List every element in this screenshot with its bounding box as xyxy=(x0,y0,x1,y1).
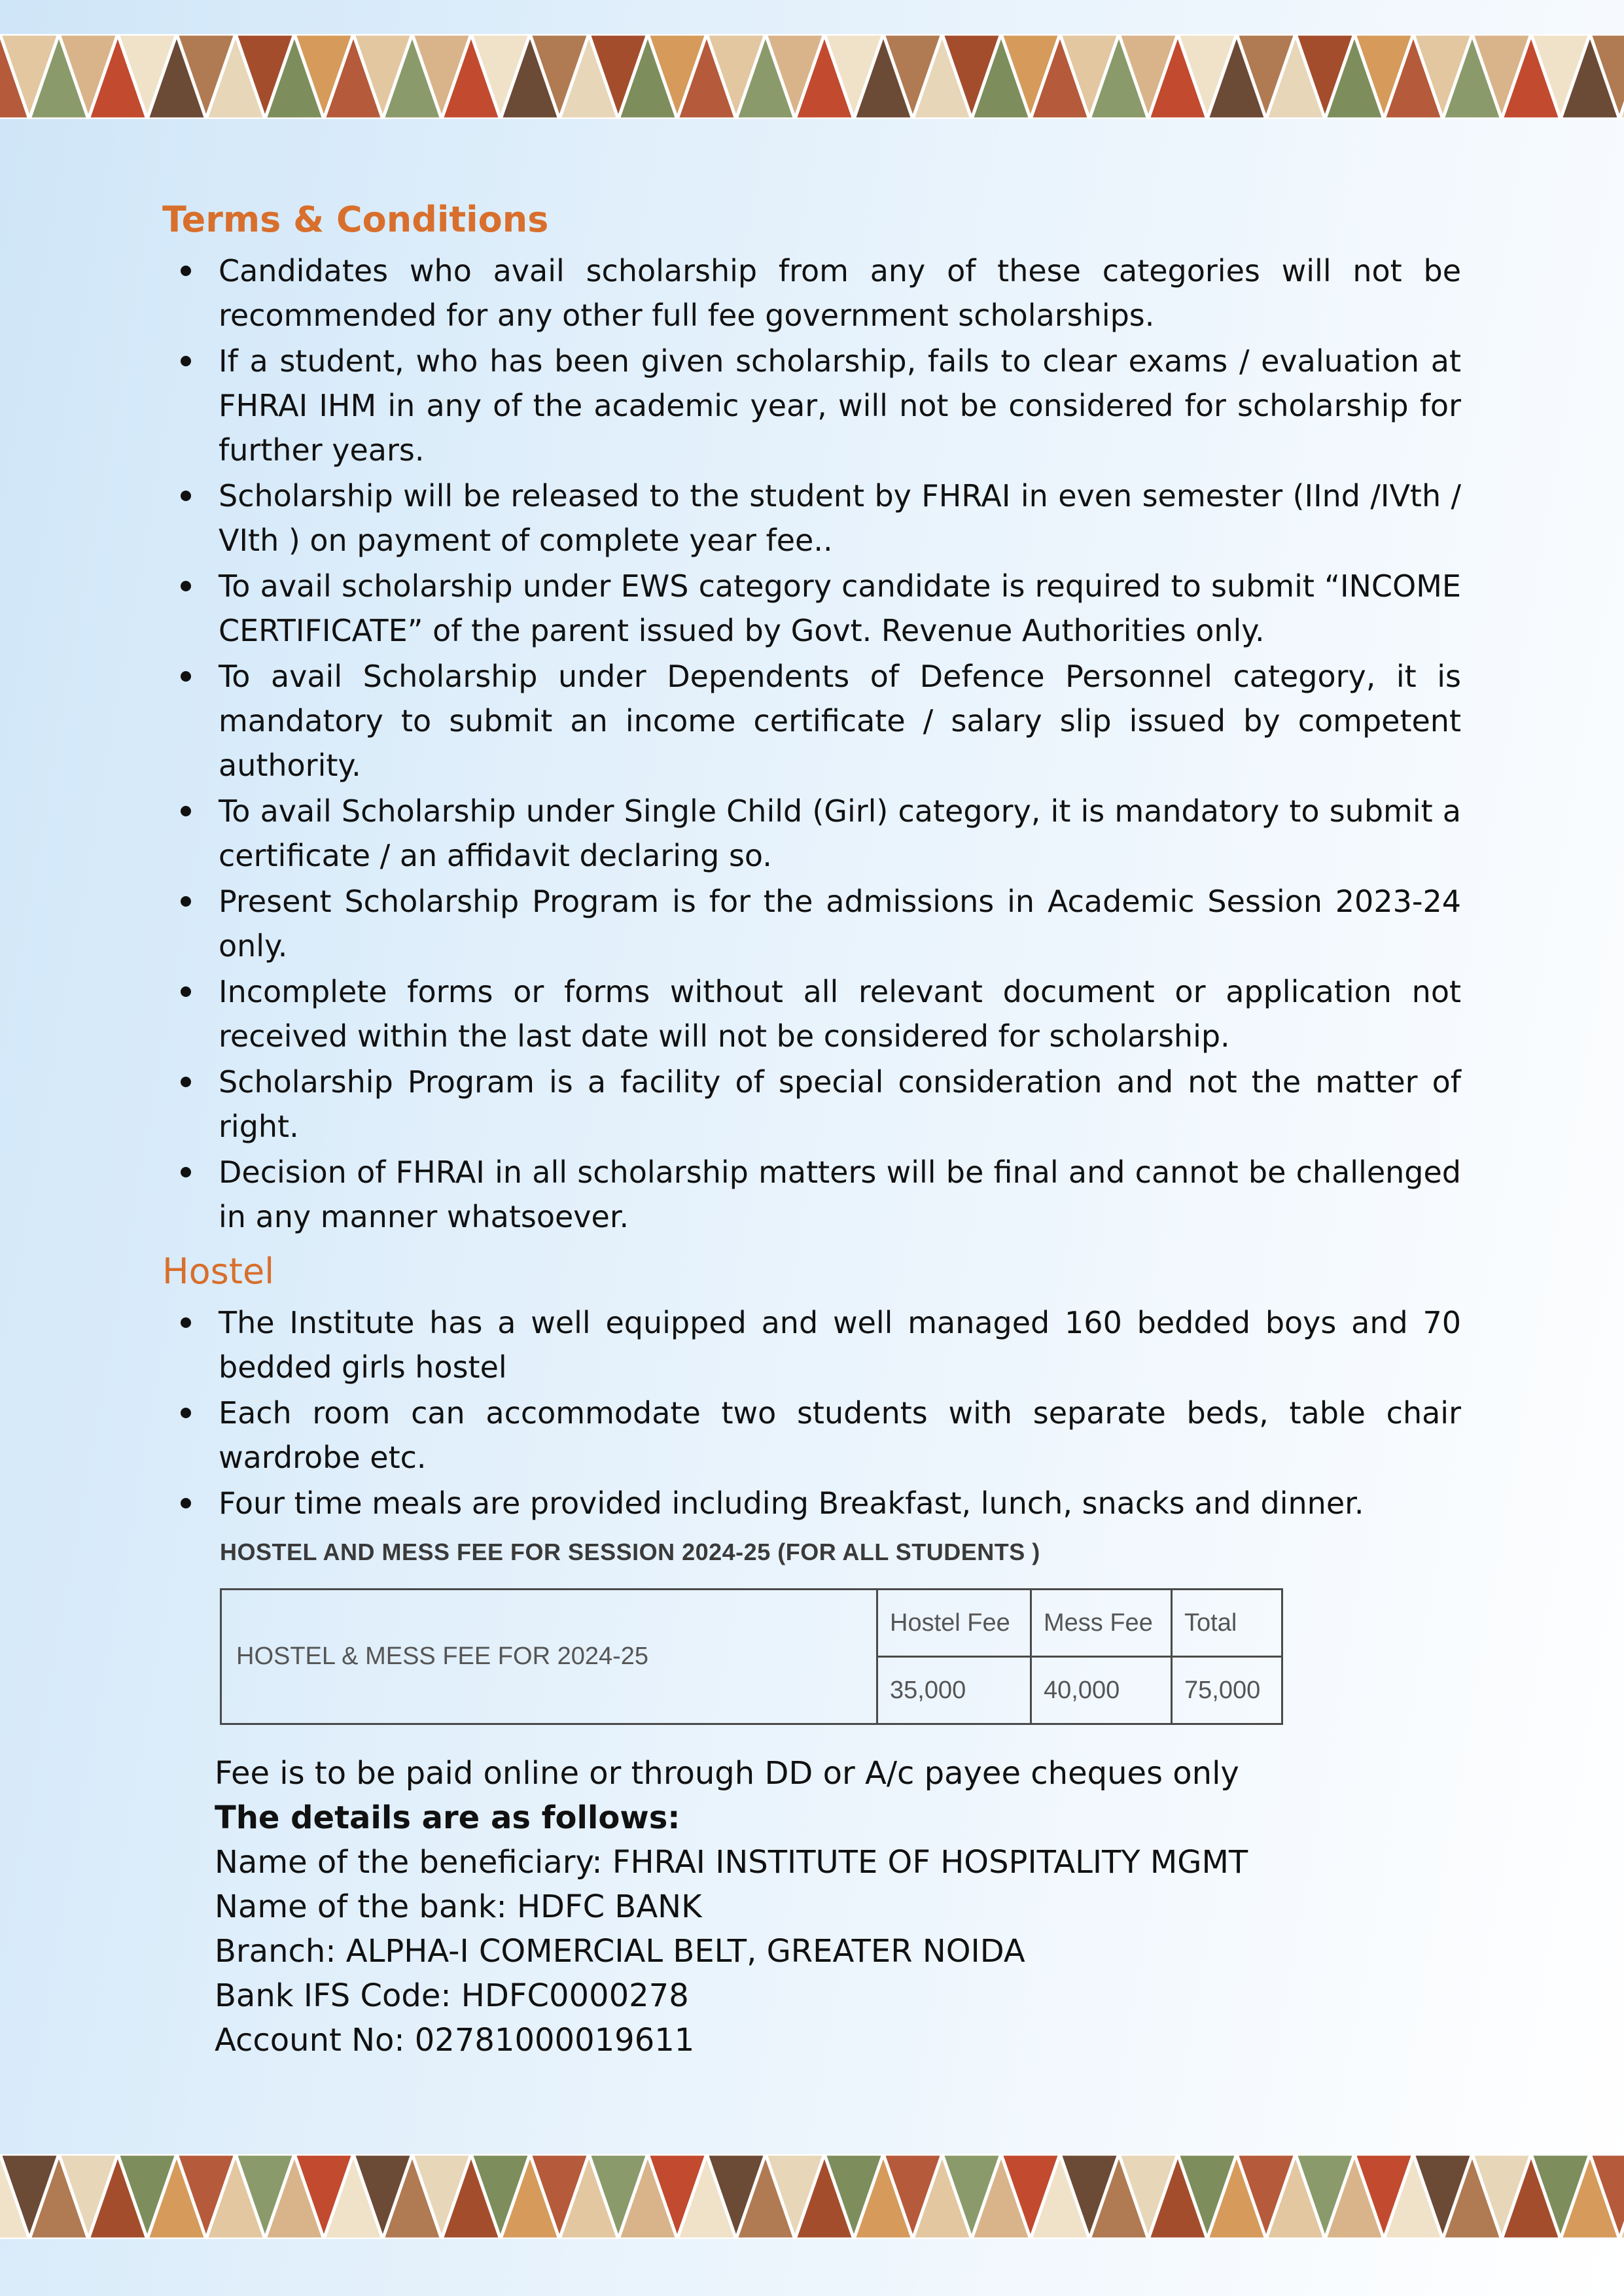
ifsc-code: Bank IFS Code: HDFC0000278 xyxy=(215,1977,689,2014)
account-number: Account No: 02781000019611 xyxy=(215,2022,695,2059)
hostel-heading: Hostel xyxy=(162,1251,275,1292)
hostel-list xyxy=(162,1300,1461,1525)
page-content xyxy=(162,196,1461,2062)
details-heading: The details are as follows: xyxy=(215,1800,680,1836)
value-hostel-fee: 35,000 xyxy=(877,1657,1031,1724)
list-item: Incomplete forms or forms without all relevant document or application not received within the last date will not be considered for scholarship. xyxy=(162,969,1461,1058)
list-item: To avail Scholarship under Dependents of Defence Personnel category, it is mandatory to submit an income certificate / salary slip issued by competent authority. xyxy=(162,654,1461,788)
list-item: Scholarship Program is a facility of special consideration and not the matter of right. xyxy=(162,1060,1461,1149)
bank-branch: Branch: ALPHA-I COMERCIAL BELT, GREATER NOIDA xyxy=(215,1933,1025,1970)
list-item: To avail Scholarship under Single Child (Girl) category, it is mandatory to submit a certificate / an affidavit declaring so. xyxy=(162,789,1461,878)
list-item: Present Scholarship Program is for the admissions in Academic Session 2023-24 only. xyxy=(162,879,1461,968)
bank-name: Name of the bank: HDFC BANK xyxy=(215,1888,702,1925)
list-item: Decision of FHRAI in all scholarship matters will be final and cannot be challenged in any manner whatsoever. xyxy=(162,1150,1461,1239)
list-item: The Institute has a well equipped and well managed 160 bedded boys and 70 bedded girls hostel xyxy=(162,1300,1461,1389)
fee-table-block xyxy=(220,1539,1319,1725)
table-row xyxy=(221,1590,1282,1657)
value-mess-fee: 40,000 xyxy=(1031,1657,1172,1724)
fee-table xyxy=(220,1588,1283,1725)
beneficiary-name: Name of the beneficiary: FHRAI INSTITUTE OF HOSPITALITY MGMT xyxy=(215,1844,1248,1881)
header-total: Total xyxy=(1172,1590,1282,1657)
payment-note: Fee is to be paid online or through DD or A/c payee cheques only xyxy=(215,1755,1239,1792)
terms-list xyxy=(162,249,1461,1239)
bottom-photo-border xyxy=(0,2154,1624,2239)
header-mess-fee: Mess Fee xyxy=(1031,1590,1172,1657)
list-item: Scholarship will be released to the student by FHRAI in even semester (IInd /IVth / VIth ) on payment of complete year fee.. xyxy=(162,474,1461,563)
list-item: Candidates who avail scholarship from any of these categories will not be recommended for any other full fee government scholarships. xyxy=(162,249,1461,338)
header-hostel-fee: Hostel Fee xyxy=(877,1590,1031,1657)
value-total: 75,000 xyxy=(1172,1657,1282,1724)
terms-heading: Terms & Conditions xyxy=(162,199,549,240)
fee-table-caption: HOSTEL AND MESS FEE FOR SESSION 2024-25 (FOR ALL STUDENTS ) xyxy=(220,1539,1040,1565)
payment-details xyxy=(215,1751,1461,2062)
list-item: Four time meals are provided including Breakfast, lunch, snacks and dinner. xyxy=(162,1481,1461,1525)
fee-row-label: HOSTEL & MESS FEE FOR 2024-25 xyxy=(221,1590,877,1724)
list-item: Each room can accommodate two students with separate beds, table chair wardrobe etc. xyxy=(162,1391,1461,1480)
list-item: To avail scholarship under EWS category candidate is required to submit “INCOME CERTIFICATE” of the parent issued by Govt. Revenue Authorities only. xyxy=(162,564,1461,653)
list-item: If a student, who has been given scholarship, fails to clear exams / evaluation at FHRAI IHM in any of the academic year, will not be considered for scholarship for further years. xyxy=(162,339,1461,472)
top-photo-border xyxy=(0,34,1624,119)
